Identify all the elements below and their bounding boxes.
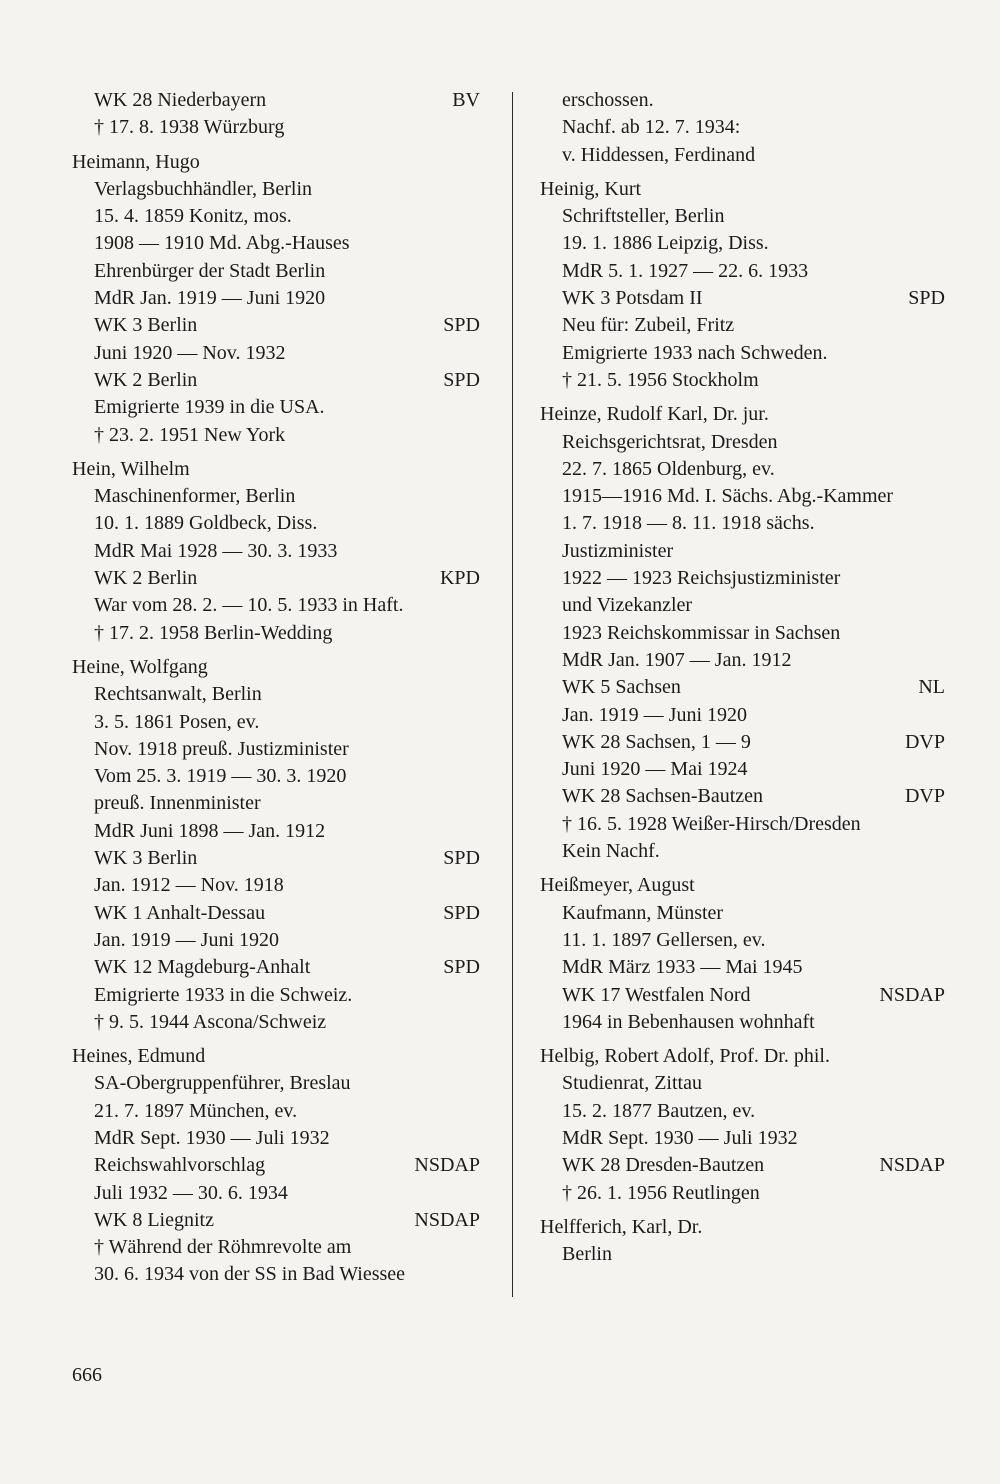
- entry-line: [72, 900, 480, 927]
- entry-line-text: Kaufmann, Münster: [562, 901, 724, 924]
- entry-line-text: † 9. 5. 1944 Ascona/Schweiz: [94, 1010, 327, 1033]
- entry-line: [72, 422, 480, 449]
- entry-line: [540, 258, 945, 285]
- entry-line: [72, 1098, 480, 1125]
- entry-name: Heinig, Kurt: [540, 177, 642, 200]
- entry-line-text: MdR Sept. 1930 — Juli 1932: [562, 1126, 798, 1149]
- entry-line-text: Emigrierte 1933 nach Schweden.: [562, 341, 828, 364]
- entry-line: [540, 230, 945, 257]
- entry-line-text: WK 28 Dresden-Bautzen: [562, 1154, 765, 1177]
- entry-line-text: Jan. 1919 — Juni 1920: [562, 703, 747, 726]
- entry-line-text: Justizminister: [562, 539, 674, 562]
- entry-line: [540, 811, 945, 838]
- entry-line: [72, 510, 480, 537]
- entry-line: [540, 312, 945, 339]
- entry-line-text: † 21. 5. 1956 Stockholm: [562, 368, 759, 391]
- entry-line-text: Berlin: [562, 1243, 612, 1266]
- entry-line: [72, 1207, 480, 1234]
- entry-line: [72, 176, 480, 203]
- entry-line-text: MdR Sept. 1930 — Juli 1932: [94, 1126, 330, 1149]
- entry-line: [72, 620, 480, 647]
- right-column: [540, 87, 945, 1275]
- entry-line-text: Nov. 1918 preuß. Justizminister: [94, 737, 349, 760]
- entry-line-text: 1. 7. 1918 — 8. 11. 1918 sächs.: [562, 512, 815, 535]
- entry-line: [72, 954, 480, 981]
- entry-line: [72, 285, 480, 312]
- entry-line-text: WK 1 Anhalt-Dessau: [94, 901, 266, 924]
- party-label: KPD: [439, 567, 480, 590]
- entry-line-text: Reichsgerichtsrat, Dresden: [562, 430, 778, 453]
- party-label: SPD: [443, 314, 480, 337]
- entry-line-text: Juni 1920 — Mai 1924: [562, 758, 748, 781]
- column-divider: [512, 92, 513, 1297]
- entry-line-text: † 17. 8. 1938 Würzburg: [94, 116, 285, 139]
- entry-line: [72, 1180, 480, 1207]
- entry-line-text: WK 5 Sachsen: [562, 676, 681, 699]
- party-label: SPD: [443, 847, 480, 870]
- entry-line-text: 19. 1. 1886 Leipzig, Diss.: [562, 232, 769, 255]
- entry-line-text: 1964 in Bebenhausen wohnhaft: [562, 1010, 815, 1033]
- entry-line-text: WK 8 Liegnitz: [94, 1208, 214, 1231]
- entry-line-text: MdR Jan. 1907 — Jan. 1912: [562, 648, 792, 671]
- entry-line: [540, 142, 945, 169]
- entry-line-text: 11. 1. 1897 Gellersen, ev.: [562, 928, 766, 951]
- entry-line: [540, 87, 945, 114]
- entry-line-text: WK 2 Berlin: [94, 368, 198, 391]
- entry-line: [540, 285, 945, 312]
- entry-line: [72, 87, 480, 114]
- entry-line: [540, 783, 945, 810]
- entry-line-text: 30. 6. 1934 von der SS in Bad Wiessee: [94, 1263, 406, 1286]
- entry-line: [540, 592, 945, 619]
- entry-line: [540, 340, 945, 367]
- entry-line-text: WK 12 Magdeburg-Anhalt: [94, 956, 311, 979]
- entry-line-text: WK 3 Berlin: [94, 847, 198, 870]
- entry-line-text: WK 2 Berlin: [94, 567, 198, 590]
- entry: [540, 87, 945, 169]
- party-label: NSDAP: [414, 1208, 480, 1231]
- party-label: NL: [918, 676, 945, 699]
- entry-line: [540, 900, 945, 927]
- entry: [72, 456, 480, 647]
- entry-line-text: Maschinenformer, Berlin: [94, 485, 296, 508]
- entry-line: [72, 565, 480, 592]
- entry-line: [72, 592, 480, 619]
- entry-name: Heißmeyer, August: [540, 874, 695, 897]
- entry-line: [72, 394, 480, 421]
- entry-line: [72, 982, 480, 1009]
- entry-line: [540, 1125, 945, 1152]
- entry: [540, 1214, 945, 1269]
- entry-line-text: preuß. Innenminister: [94, 792, 261, 815]
- entry: [72, 149, 480, 449]
- entry-line-text: 1908 — 1910 Md. Abg.-Hauses: [94, 232, 350, 255]
- entry-line: [72, 763, 480, 790]
- entry-line: [72, 483, 480, 510]
- entry-name: Heimann, Hugo: [72, 150, 200, 173]
- entry-line-text: Vom 25. 3. 1919 — 30. 3. 1920: [94, 765, 347, 788]
- entry-line: [540, 1241, 945, 1268]
- left-column: [72, 87, 480, 1296]
- party-label: NSDAP: [879, 1154, 945, 1177]
- entry-line-text: MdR Mai 1928 — 30. 3. 1933: [94, 539, 338, 562]
- entry-line: [72, 258, 480, 285]
- entry-line-text: Emigrierte 1939 in die USA.: [94, 396, 325, 419]
- party-label: SPD: [443, 368, 480, 391]
- entry-line-text: WK 28 Sachsen, 1 — 9: [562, 730, 751, 753]
- entry-line: [540, 1152, 945, 1179]
- entry-line-text: 15. 4. 1859 Konitz, mos.: [94, 205, 292, 228]
- entry-line-text: † 26. 1. 1956 Reutlingen: [562, 1181, 760, 1204]
- entry-line: [540, 510, 945, 537]
- entry-line-text: Rechtsanwalt, Berlin: [94, 683, 262, 706]
- party-label: DVP: [904, 785, 945, 808]
- entry-line-text: 1923 Reichskommissar in Sachsen: [562, 621, 841, 644]
- entry-name: Heine, Wolfgang: [72, 655, 208, 678]
- entry-line: [72, 367, 480, 394]
- entry: [72, 654, 480, 1036]
- entry-line: [540, 954, 945, 981]
- entry-name: Helbig, Robert Adolf, Prof. Dr. phil.: [540, 1045, 830, 1068]
- entry-line-text: MdR Juni 1898 — Jan. 1912: [94, 819, 326, 842]
- entry-line: [540, 565, 945, 592]
- entry-line-text: Verlagsbuchhändler, Berlin: [94, 177, 313, 200]
- entry-name: Heines, Edmund: [72, 1045, 206, 1068]
- entry-line-text: Emigrierte 1933 in die Schweiz.: [94, 983, 353, 1006]
- entry-line-text: War vom 28. 2. — 10. 5. 1933 in Haft.: [94, 594, 404, 617]
- entry-line: [540, 1070, 945, 1097]
- entry-line-text: 22. 7. 1865 Oldenburg, ev.: [562, 457, 775, 480]
- entry-line-text: 10. 1. 1889 Goldbeck, Diss.: [94, 512, 318, 535]
- entry-line: [540, 114, 945, 141]
- entry-line-text: † 16. 5. 1928 Weißer-Hirsch/Dresden: [562, 812, 861, 835]
- entry-line: [540, 702, 945, 729]
- entry-line: [540, 647, 945, 674]
- party-label: DVP: [904, 730, 945, 753]
- entry-line-text: Nachf. ab 12. 7. 1934:: [562, 116, 741, 139]
- entry-line: [540, 538, 945, 565]
- entry-line-text: erschossen.: [562, 89, 654, 111]
- entry-line-text: Schriftsteller, Berlin: [562, 205, 725, 228]
- entry-line: [540, 483, 945, 510]
- entry-line: [540, 429, 945, 456]
- entry-line: [540, 203, 945, 230]
- entry-line-text: Juli 1932 — 30. 6. 1934: [94, 1181, 288, 1204]
- entry-line: [72, 1125, 480, 1152]
- entry: [540, 176, 945, 394]
- party-label: BV: [452, 89, 480, 111]
- entry-line: [72, 927, 480, 954]
- entry-line-text: 15. 2. 1877 Bautzen, ev.: [562, 1099, 756, 1122]
- entry-line-text: und Vizekanzler: [562, 594, 693, 617]
- entry-line: [72, 736, 480, 763]
- entry: [72, 87, 480, 142]
- entry-line: [72, 709, 480, 736]
- entry-line: [72, 1152, 480, 1179]
- entry-line: [72, 340, 480, 367]
- entry-line: [540, 729, 945, 756]
- entry-line: [72, 1070, 480, 1097]
- entry-line: [540, 1009, 945, 1036]
- entry-line: [72, 114, 480, 141]
- entry-line-text: WK 28 Sachsen-Bautzen: [562, 785, 764, 808]
- entry-line: [72, 312, 480, 339]
- entry-line-text: SA-Obergruppenführer, Breslau: [94, 1072, 351, 1095]
- party-label: NSDAP: [879, 983, 945, 1006]
- entry: [540, 1043, 945, 1207]
- entry-line-text: Juni 1920 — Nov. 1932: [94, 341, 286, 364]
- entry-line: [540, 927, 945, 954]
- entry-line: [540, 1098, 945, 1125]
- entry-line-text: WK 17 Westfalen Nord: [562, 983, 751, 1006]
- entry-line-text: WK 3 Berlin: [94, 314, 198, 337]
- entry-line-text: † 23. 2. 1951 New York: [94, 423, 286, 446]
- party-label: SPD: [443, 956, 480, 979]
- entry-line: [72, 790, 480, 817]
- party-label: SPD: [908, 287, 945, 310]
- entry-line: [540, 756, 945, 783]
- party-label: NSDAP: [414, 1154, 480, 1177]
- entry: [72, 1043, 480, 1289]
- entry-line-text: MdR Jan. 1919 — Juni 1920: [94, 287, 326, 310]
- entry-line: [72, 845, 480, 872]
- entry: [540, 872, 945, 1036]
- entry-line-text: v. Hiddessen, Ferdinand: [562, 143, 756, 166]
- entry-line-text: Jan. 1919 — Juni 1920: [94, 928, 279, 951]
- entry-line: [540, 367, 945, 394]
- entry-line-text: † 17. 2. 1958 Berlin-Wedding: [94, 621, 333, 644]
- entry-name: Hein, Wilhelm: [72, 457, 190, 480]
- entry-line-text: MdR März 1933 — Mai 1945: [562, 956, 803, 979]
- entry-line: [72, 230, 480, 257]
- entry-line: [72, 818, 480, 845]
- entry-name: Helfferich, Karl, Dr.: [540, 1215, 703, 1238]
- entry-line-text: 1915—1916 Md. I. Sächs. Abg.-Kammer: [562, 485, 894, 508]
- entry-line: [540, 838, 945, 865]
- entry-line: [72, 203, 480, 230]
- entry-line-text: Jan. 1912 — Nov. 1918: [94, 874, 284, 897]
- entry-line: [540, 456, 945, 483]
- entry-line-text: † Während der Röhmrevolte am: [94, 1236, 352, 1259]
- entry-line: [540, 620, 945, 647]
- entry-line-text: WK 28 Niederbayern: [94, 89, 267, 111]
- page-number: 666: [72, 1364, 102, 1386]
- entry-line: [540, 982, 945, 1009]
- entry-line: [540, 674, 945, 701]
- entry-line-text: 21. 7. 1897 München, ev.: [94, 1099, 298, 1122]
- entry-line: [72, 872, 480, 899]
- entry-line-text: Studienrat, Zittau: [562, 1072, 702, 1095]
- entry-line: [72, 1261, 480, 1288]
- entry-line-text: 1922 — 1923 Reichsjustizminister: [562, 567, 841, 590]
- entry-line-text: Ehrenbürger der Stadt Berlin: [94, 259, 326, 282]
- entry-line-text: Kein Nachf.: [562, 840, 660, 863]
- entry-line: [72, 1009, 480, 1036]
- entry: [540, 401, 945, 865]
- entry-line: [72, 681, 480, 708]
- entry-line: [540, 1180, 945, 1207]
- entry-line-text: 3. 5. 1861 Posen, ev.: [94, 710, 260, 733]
- entry-line-text: Neu für: Zubeil, Fritz: [562, 314, 735, 337]
- entry-name: Heinze, Rudolf Karl, Dr. jur.: [540, 403, 769, 426]
- entry-line-text: Reichswahlvorschlag: [94, 1154, 266, 1177]
- entry-line: [72, 1234, 480, 1261]
- entry-line: [72, 538, 480, 565]
- entry-line-text: MdR 5. 1. 1927 — 22. 6. 1933: [562, 259, 809, 282]
- party-label: SPD: [443, 901, 480, 924]
- entry-line-text: WK 3 Potsdam II: [562, 287, 703, 310]
